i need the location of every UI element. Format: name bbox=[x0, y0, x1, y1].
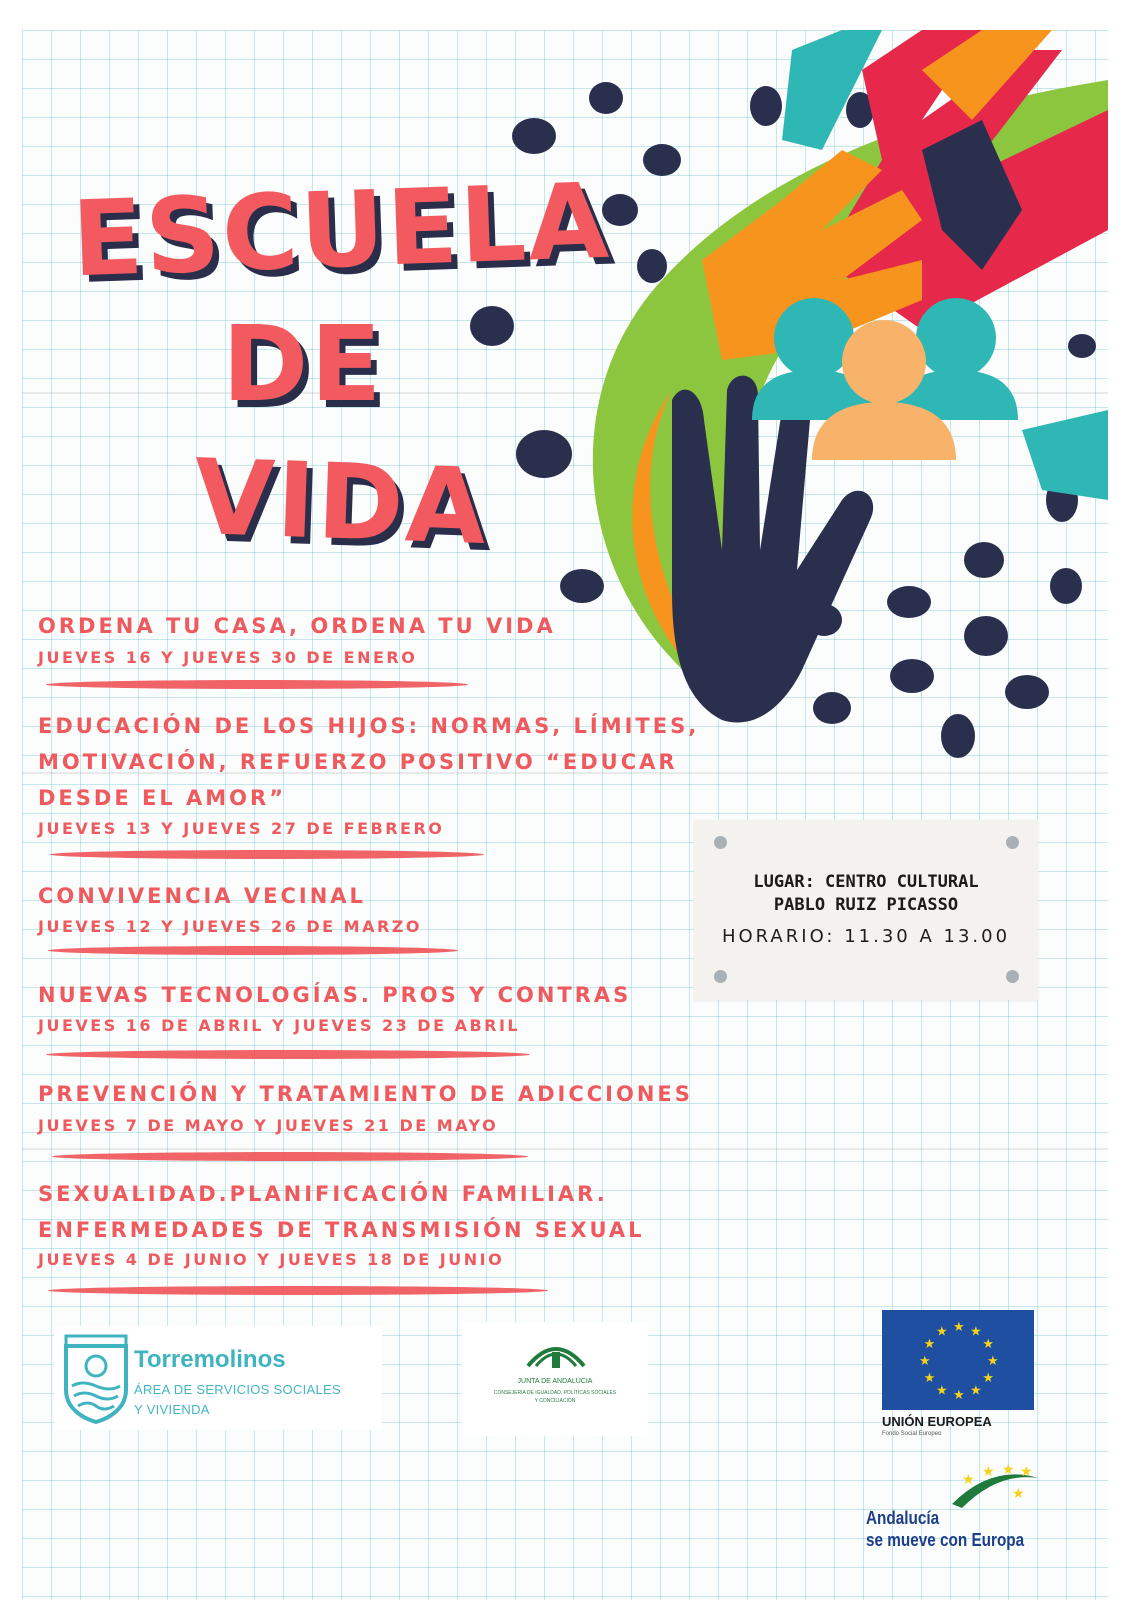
pin-icon bbox=[1006, 836, 1019, 849]
andalucia-slogan: Andalucía bbox=[866, 1508, 940, 1528]
event-title: DESDE EL AMOR” bbox=[38, 786, 287, 810]
colorful-hands-icon bbox=[22, 30, 1108, 810]
event-date: JUEVES 7 DE MAYO Y JUEVES 21 DE MAYO bbox=[38, 1116, 499, 1135]
venue-place: LUGAR: CENTRO CULTURAL bbox=[753, 872, 979, 892]
event-title: SEXUALIDAD.PLANIFICACIÓN FAMILIAR. bbox=[38, 1182, 608, 1206]
torremolinos-subtitle: ÁREA DE SERVICIOS SOCIALES bbox=[134, 1382, 341, 1397]
eu-star-icon: ★ bbox=[987, 1353, 999, 1368]
junta-andalucia-arch-icon bbox=[524, 1336, 588, 1376]
eu-star-icon: ★ bbox=[936, 1323, 948, 1339]
event-date: JUEVES 12 Y JUEVES 26 DE MARZO bbox=[38, 917, 422, 936]
event-title: NUEVAS TECNOLOGÍAS. PROS Y CONTRAS bbox=[38, 983, 632, 1007]
torremolinos-name: Torremolinos bbox=[134, 1346, 286, 1373]
eu-star-icon: ★ bbox=[936, 1382, 948, 1398]
svg-text:★: ★ bbox=[982, 1464, 995, 1479]
torremolinos-logo bbox=[54, 1326, 382, 1430]
eu-star-icon: ★ bbox=[953, 1319, 965, 1334]
svg-text:★: ★ bbox=[1002, 1464, 1015, 1477]
eu-star-icon: ★ bbox=[982, 1336, 995, 1351]
brush-stroke bbox=[46, 1050, 530, 1059]
eu-flag-icon bbox=[882, 1310, 1034, 1410]
event-title: EDUCACIÓN DE LOS HIJOS: NORMAS, LÍMITES, bbox=[38, 714, 700, 738]
pin-icon bbox=[714, 970, 727, 983]
torremolinos-subtitle: Y VIVIENDA bbox=[134, 1402, 210, 1417]
poster bbox=[22, 30, 1108, 1600]
event-title: ENFERMEDADES DE TRANSMISIÓN SEXUAL bbox=[38, 1218, 645, 1242]
event-title: MOTIVACIÓN, REFUERZO POSITIVO “EDUCAR bbox=[38, 750, 678, 774]
andalucia-stars-icon bbox=[942, 1464, 1042, 1512]
junta-subtitle: CONSEJERÍA DE IGUALDAD, POLÍTICAS SOCIALES bbox=[493, 1390, 617, 1396]
poster-title-line-3: VIDA bbox=[191, 435, 491, 569]
brush-stroke bbox=[48, 946, 458, 955]
eu-star-icon: ★ bbox=[982, 1370, 995, 1385]
brush-stroke bbox=[46, 680, 468, 689]
junta-name: JUNTA DE ANDALUCIA bbox=[517, 1378, 593, 1385]
poster-title-line-2: DE bbox=[222, 303, 384, 425]
event-date: JUEVES 16 DE ABRIL Y JUEVES 23 DE ABRIL bbox=[38, 1016, 521, 1035]
event-date: JUEVES 13 Y JUEVES 27 DE FEBRERO bbox=[38, 819, 445, 838]
junta-andalucia-logo bbox=[462, 1322, 648, 1436]
pin-icon bbox=[714, 836, 727, 849]
poster-title-line-1: ESCUELA bbox=[70, 159, 613, 301]
brush-stroke bbox=[48, 1286, 548, 1295]
venue-schedule: HORARIO: 11.30 A 13.00 bbox=[721, 926, 1011, 947]
pin-icon bbox=[1006, 970, 1019, 983]
junta-subtitle: Y CONCILIACIÓN bbox=[534, 1398, 576, 1404]
event-title: CONVIVENCIA VECINAL bbox=[38, 884, 366, 908]
svg-text:★: ★ bbox=[1020, 1464, 1033, 1479]
svg-text:★: ★ bbox=[962, 1471, 975, 1487]
eu-subtitle: Fondo Social Europeo bbox=[882, 1431, 942, 1437]
eu-star-icon: ★ bbox=[919, 1353, 931, 1368]
eu-star-icon: ★ bbox=[953, 1387, 965, 1402]
fold-line bbox=[22, 1148, 1108, 1150]
venue-card bbox=[694, 820, 1038, 1000]
eu-star-icon: ★ bbox=[970, 1323, 982, 1339]
torremolinos-crest-icon bbox=[62, 1332, 130, 1424]
event-title: PREVENCIÓN Y TRATAMIENTO DE ADICCIONES bbox=[38, 1082, 693, 1106]
venue-place-name: PABLO RUIZ PICASSO bbox=[773, 895, 959, 915]
event-title: ORDENA TU CASA, ORDENA TU VIDA bbox=[38, 614, 556, 638]
brush-stroke bbox=[52, 1152, 528, 1161]
event-date: JUEVES 4 DE JUNIO Y JUEVES 18 DE JUNIO bbox=[38, 1250, 505, 1269]
brush-stroke bbox=[50, 850, 484, 859]
eu-star-icon: ★ bbox=[923, 1336, 936, 1351]
eu-star-icon: ★ bbox=[923, 1370, 936, 1385]
event-date: JUEVES 16 Y JUEVES 30 DE ENERO bbox=[38, 648, 418, 667]
eu-name: UNIÓN EUROPEA bbox=[882, 1414, 992, 1429]
eu-star-icon: ★ bbox=[970, 1382, 982, 1398]
svg-text:★: ★ bbox=[1012, 1485, 1025, 1501]
andalucia-slogan: se mueve con Europa bbox=[866, 1530, 1025, 1550]
